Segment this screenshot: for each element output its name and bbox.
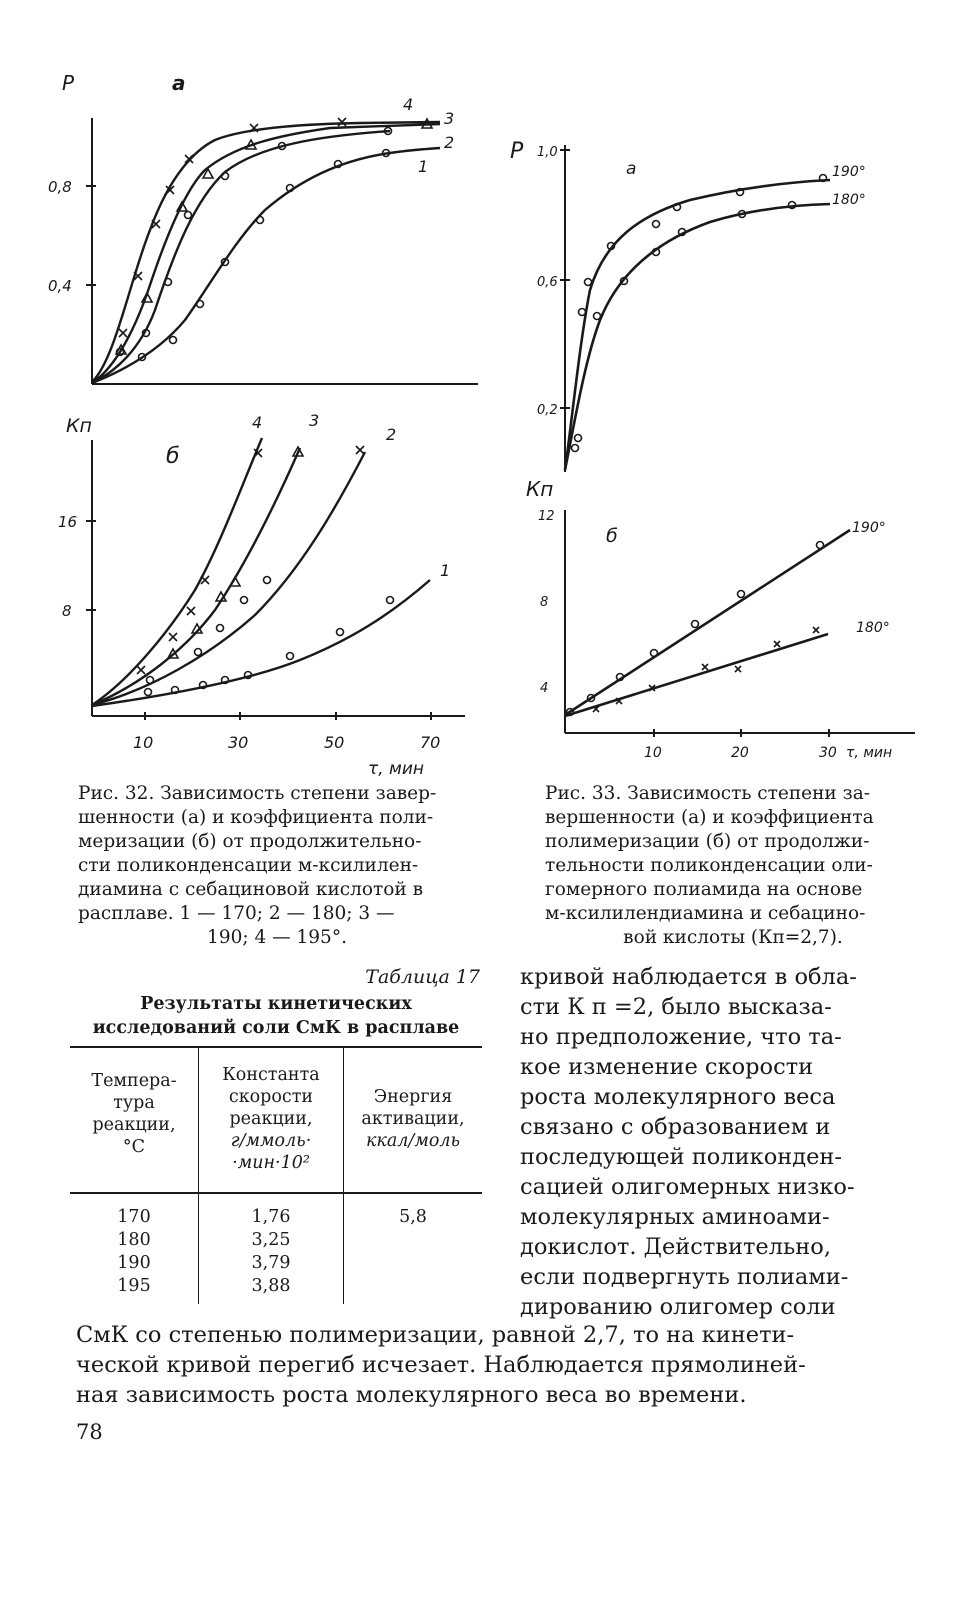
table-cell: 190 (117, 1253, 151, 1273)
figure-32 (40, 60, 490, 785)
table-col-temperature (70, 1194, 199, 1304)
table-header-temperature (70, 1048, 199, 1192)
fig32a-curve-label-3: 3 (444, 109, 455, 128)
fig33b-curve-label-190: 190° (852, 520, 886, 536)
fig32a-curve-label-1: 1 (418, 157, 429, 176)
fig33-panel-a (560, 145, 830, 472)
table-17-title-line: исследований соли СмК в расплаве (92, 1018, 460, 1038)
fig32a-curve-label-2: 2 (444, 133, 455, 152)
table-col-activation-energy (344, 1194, 482, 1304)
fig33-caption-line: полимеризации (б) от продолжи- (545, 831, 870, 852)
table-cell: 1,76 (251, 1207, 291, 1227)
table-cell: 3,88 (251, 1276, 291, 1296)
fig32-caption-line: шенности (а) и коэффициента поли- (78, 807, 434, 828)
fig32b-xtick-3: 50 (324, 733, 345, 752)
body-line: последующей поликонден- (520, 1144, 843, 1170)
fig33-caption (545, 782, 921, 950)
fig32a-ytick-2: 0,4 (48, 277, 72, 295)
header-line: активации, (361, 1109, 465, 1129)
fig32b-curve-2 (92, 452, 365, 705)
header-line: г/ммоль· (230, 1131, 312, 1151)
body-line: дированию олигомер соли (520, 1294, 836, 1320)
table-17-label: Таблица 17 (365, 966, 480, 988)
fig32b-curve-label-2: 2 (386, 425, 397, 444)
fig33b-line-190 (565, 530, 850, 715)
fig33b-ytick-1: 12 (538, 509, 555, 524)
fig32b-panel-label: б (166, 444, 180, 469)
body-line: связано с образованием и (520, 1114, 831, 1140)
fig32-caption-line: диамина с себациновой кислотой в (78, 879, 424, 900)
fig33a-ytick-2: 0,6 (537, 275, 558, 290)
fig32a-ylabel: P (62, 71, 75, 95)
fig32b-ytick-1: 16 (58, 513, 78, 531)
table-cell: 3,79 (251, 1253, 291, 1273)
fig33a-ytick-1: 1,0 (537, 145, 558, 160)
fig33-caption-line: вершенности (а) и коэффициента (545, 807, 874, 828)
body-line: молекулярных аминоами- (520, 1204, 830, 1230)
fig32b-xtick-1: 10 (133, 733, 154, 752)
fig33b-xtick-2: 20 (731, 745, 749, 761)
header-line: реакции, (92, 1115, 176, 1135)
fig32a-curve-1 (92, 148, 440, 383)
body-line: ческой кривой перегиб исчезает. Наблюдается прямолиней- (76, 1352, 806, 1378)
table-col-rate-constant (199, 1194, 344, 1304)
body-line: СмК со степенью полимеризации, равной 2,7, то на кинети- (76, 1322, 795, 1348)
body-line: докислот. Действительно, (520, 1234, 831, 1260)
fig32b-xtick-2: 30 (228, 733, 249, 752)
fig32b-ylabel: Кп (66, 415, 92, 437)
fig33b-xlabel: τ, мин (846, 745, 893, 761)
body-text-right-column (520, 962, 900, 1322)
fig33b-ylabel: Кп (526, 477, 554, 501)
fig33b-panel-label: б (606, 525, 618, 547)
table-17 (70, 1046, 482, 1304)
fig32-caption-line: 190; 4 — 195°. (207, 927, 347, 948)
fig32b-xlabel: τ, мин (368, 759, 425, 779)
fig33b-xtick-1: 10 (644, 745, 662, 761)
fig33-caption-line: гомерного полиамида на основе (545, 879, 863, 900)
fig32a-ytick-1: 0,8 (48, 178, 72, 196)
header-line: тура (113, 1093, 155, 1113)
fig32a-curve-4 (92, 122, 440, 382)
table-header-activation-energy (344, 1048, 482, 1192)
fig32-caption-line: меризации (б) от продолжительно- (78, 831, 422, 852)
fig32-panel-b (86, 438, 465, 720)
body-line: ная зависимость роста молекулярного веса во времени. (76, 1382, 747, 1408)
figure-33 (500, 130, 940, 770)
table-cell: 3,25 (251, 1230, 291, 1250)
fig32-caption (78, 782, 476, 950)
header-line: Темпера- (91, 1071, 177, 1091)
fig32b-curve-label-3: 3 (309, 411, 320, 430)
body-line: кривой наблюдается в обла- (520, 964, 857, 990)
fig32b-xtick-4: 70 (420, 733, 441, 752)
fig32b-curve-4 (92, 438, 262, 705)
fig33b-ytick-2: 8 (540, 595, 549, 610)
fig33-caption-line: Рис. 33. Зависимость степени за- (545, 783, 871, 804)
fig32a-panel-label: a (172, 71, 186, 95)
fig32b-ytick-2: 8 (62, 602, 72, 620)
fig32a-curve-2 (92, 131, 390, 383)
body-text-full-width (76, 1320, 906, 1410)
header-line: ккал/моль (365, 1131, 461, 1151)
body-line: сти К п =2, было высказа- (520, 994, 832, 1020)
table-header-rate-constant (199, 1048, 344, 1192)
body-line: кое изменение скорости (520, 1054, 814, 1080)
page-number: 78 (76, 1420, 103, 1444)
table-17-title (70, 992, 482, 1040)
fig33a-panel-label: a (626, 159, 637, 179)
header-line: реакции, (229, 1109, 313, 1129)
fig33-caption-line: тельности поликонденсации оли- (545, 855, 873, 876)
fig33b-xtick-3: 30 (819, 745, 837, 761)
table-cell: 170 (117, 1207, 151, 1227)
body-line: но предположение, что та- (520, 1024, 842, 1050)
fig32a-curve-3 (92, 124, 440, 383)
fig33-caption-line: вой кислоты (Кп=2,7). (623, 927, 843, 948)
body-line: сацией олигомерных низко- (520, 1174, 855, 1200)
fig33-caption-line: м-ксилилендиамина и себацино- (545, 903, 866, 924)
fig33a-curve-label-190: 190° (832, 164, 866, 180)
fig33a-ylabel: P (510, 139, 524, 164)
fig33a-curve-180 (565, 204, 830, 470)
fig32-caption-line: расплаве. 1 — 170; 2 — 180; 3 — (78, 903, 395, 924)
fig33b-ytick-3: 4 (540, 681, 549, 696)
header-line: Константа (222, 1065, 320, 1085)
fig32-caption-line: сти поликонденсации м-ксилилен- (78, 855, 419, 876)
fig32-caption-line: Рис. 32. Зависимость степени завер- (78, 783, 437, 804)
table-cell: 195 (117, 1276, 151, 1296)
fig33a-curve-label-180: 180° (832, 192, 866, 208)
fig32b-curve-label-1: 1 (440, 561, 451, 580)
fig33a-curve-190 (565, 180, 830, 470)
body-line: роста молекулярного веса (520, 1084, 836, 1110)
fig32a-curve-label-4: 4 (403, 95, 414, 114)
header-line: скорости (228, 1087, 314, 1107)
fig33b-line-180 (565, 634, 828, 716)
fig33a-ytick-3: 0,2 (537, 403, 558, 418)
body-line: если подвергнуть полиами- (520, 1264, 849, 1290)
header-line: °C (122, 1137, 146, 1157)
header-line: ·мин·10² (232, 1153, 310, 1173)
table-17-title-line: Результаты кинетических (140, 994, 412, 1014)
header-line: Энергия (373, 1087, 453, 1107)
table-cell: 5,8 (399, 1207, 427, 1227)
fig33b-curve-label-180: 180° (856, 620, 890, 636)
fig32b-curve-label-4: 4 (252, 413, 263, 432)
table-cell: 180 (117, 1230, 151, 1250)
